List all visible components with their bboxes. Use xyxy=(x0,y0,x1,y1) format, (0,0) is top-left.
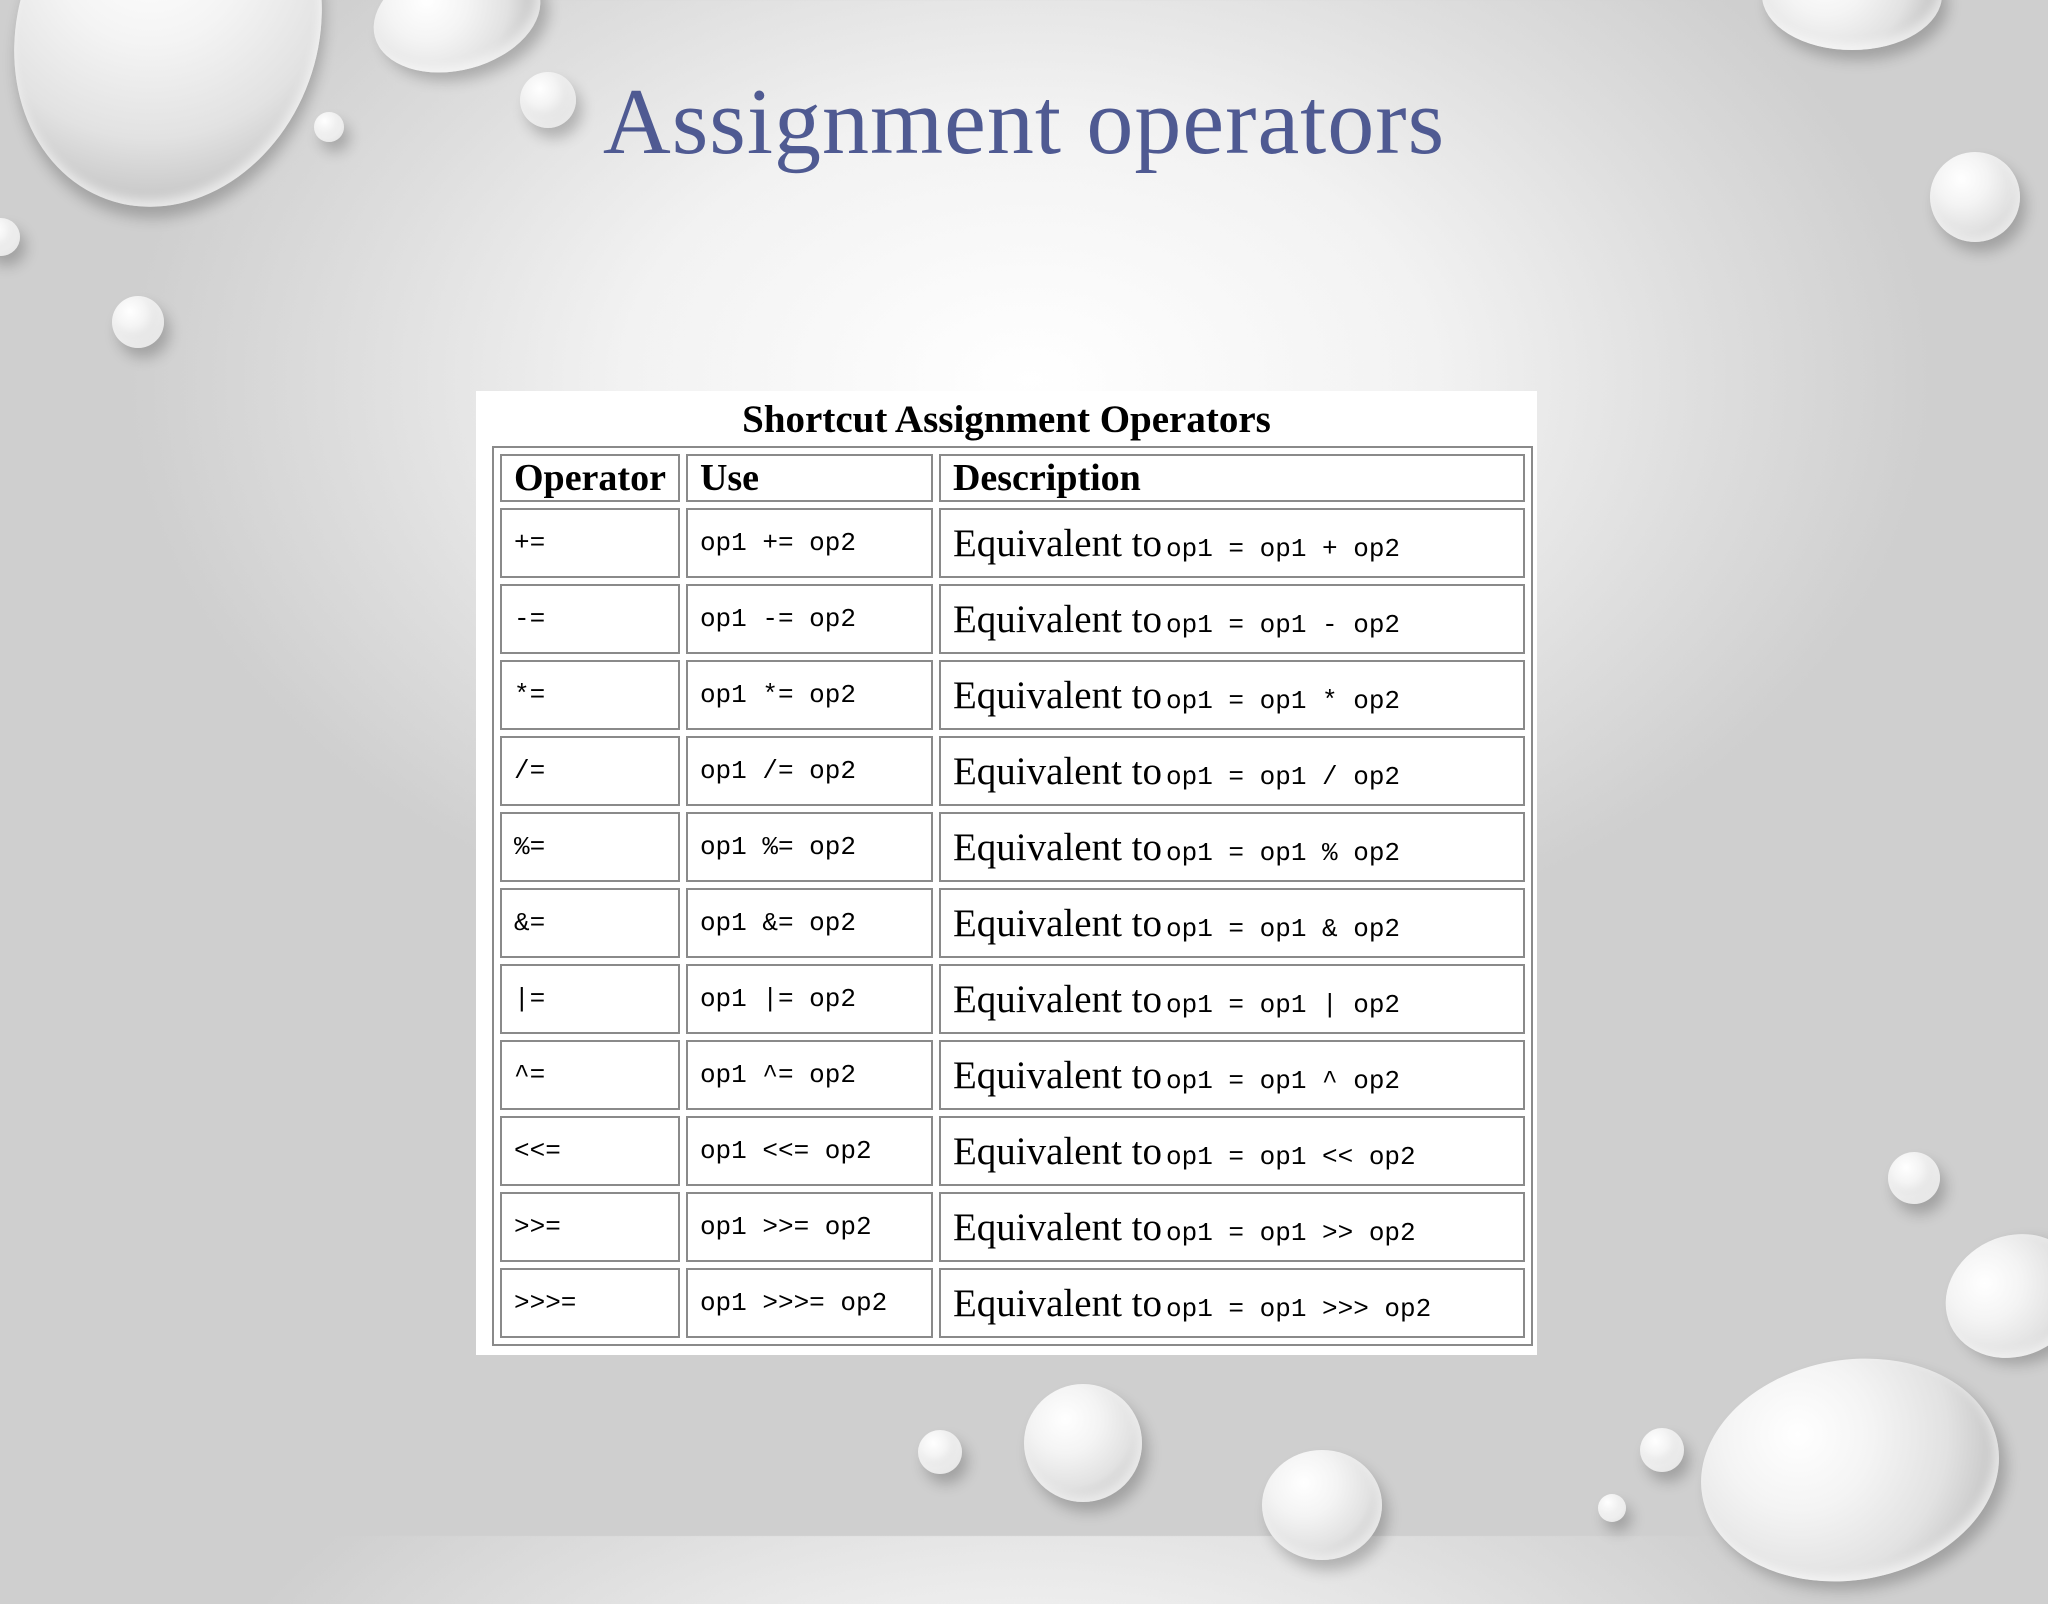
water-drop-decoration xyxy=(1024,1384,1142,1502)
description-code: op1 = op1 ^ op2 xyxy=(1166,1065,1401,1096)
header-operator: Operator xyxy=(500,454,680,502)
table-row xyxy=(500,1192,1525,1262)
water-drop-decoration xyxy=(1762,0,1942,50)
description-cell xyxy=(939,1268,1525,1338)
header-use: Use xyxy=(686,454,933,502)
operator-cell: += xyxy=(500,508,680,578)
water-drop-decoration xyxy=(1640,1428,1684,1472)
description-cell xyxy=(939,888,1525,958)
table-row xyxy=(500,1116,1525,1186)
water-drop-decoration xyxy=(1262,1450,1382,1560)
table-row xyxy=(500,964,1525,1034)
operator-cell: %= xyxy=(500,812,680,882)
water-drop-decoration xyxy=(0,218,20,256)
description-code: op1 = op1 + op2 xyxy=(1166,533,1401,564)
table-caption: Shortcut Assignment Operators xyxy=(742,398,1271,441)
operator-cell: >>= xyxy=(500,1192,680,1262)
table-row xyxy=(500,584,1525,654)
use-cell: op1 %= op2 xyxy=(686,812,933,882)
water-drop-decoration xyxy=(1683,1336,2017,1604)
description-code: op1 = op1 & op2 xyxy=(1166,913,1401,944)
operator-cell: /= xyxy=(500,736,680,806)
table-row xyxy=(500,1040,1525,1110)
description-cell xyxy=(939,1192,1525,1262)
description-lead: Equivalent to xyxy=(952,521,1162,565)
description-code: op1 = op1 >>> op2 xyxy=(1166,1293,1432,1324)
description-cell xyxy=(939,1040,1525,1110)
description-code: op1 = op1 - op2 xyxy=(1166,609,1401,640)
table-row xyxy=(500,736,1525,806)
table-row xyxy=(500,812,1525,882)
use-cell: op1 -= op2 xyxy=(686,584,933,654)
description-code: op1 = op1 >> op2 xyxy=(1166,1217,1416,1248)
use-cell: op1 |= op2 xyxy=(686,964,933,1034)
description-cell xyxy=(939,964,1525,1034)
operator-cell: <<= xyxy=(500,1116,680,1186)
use-cell: op1 ^= op2 xyxy=(686,1040,933,1110)
use-cell: op1 >>>= op2 xyxy=(686,1268,933,1338)
slide-title: Assignment operators xyxy=(602,70,1446,174)
table-header-row xyxy=(500,454,1525,502)
description-cell xyxy=(939,660,1525,730)
operator-cell: *= xyxy=(500,660,680,730)
operator-cell: |= xyxy=(500,964,680,1034)
description-code: op1 = op1 << op2 xyxy=(1166,1141,1416,1172)
description-code: op1 = op1 | op2 xyxy=(1166,989,1401,1020)
operator-cell: &= xyxy=(500,888,680,958)
use-cell: op1 += op2 xyxy=(686,508,933,578)
description-code: op1 = op1 % op2 xyxy=(1166,837,1401,868)
water-drop-decoration xyxy=(112,296,164,348)
description-lead: Equivalent to xyxy=(952,901,1162,945)
description-cell xyxy=(939,1116,1525,1186)
operator-cell: -= xyxy=(500,584,680,654)
description-cell xyxy=(939,736,1525,806)
description-lead: Equivalent to xyxy=(952,597,1162,641)
description-code: op1 = op1 / op2 xyxy=(1166,761,1401,792)
description-code: op1 = op1 * op2 xyxy=(1166,685,1401,716)
use-cell: op1 &= op2 xyxy=(686,888,933,958)
table-row xyxy=(500,660,1525,730)
operator-cell: ^= xyxy=(500,1040,680,1110)
description-cell xyxy=(939,584,1525,654)
use-cell: op1 *= op2 xyxy=(686,660,933,730)
description-cell xyxy=(939,508,1525,578)
description-lead: Equivalent to xyxy=(952,1053,1162,1097)
description-lead: Equivalent to xyxy=(952,673,1162,717)
water-drop-decoration xyxy=(1888,1152,1940,1204)
water-drop-decoration xyxy=(1598,1494,1626,1522)
description-lead: Equivalent to xyxy=(952,1129,1162,1173)
use-cell: op1 >>= op2 xyxy=(686,1192,933,1262)
description-cell xyxy=(939,812,1525,882)
table-row xyxy=(500,1268,1525,1338)
table-row xyxy=(500,888,1525,958)
water-drop-decoration xyxy=(1925,1212,2048,1380)
description-lead: Equivalent to xyxy=(952,825,1162,869)
use-cell: op1 <<= op2 xyxy=(686,1116,933,1186)
description-lead: Equivalent to xyxy=(952,1281,1162,1325)
header-description: Description xyxy=(939,454,1525,502)
use-cell: op1 /= op2 xyxy=(686,736,933,806)
assignment-operators-table xyxy=(492,446,1533,1346)
table-row xyxy=(500,508,1525,578)
water-drop-decoration xyxy=(918,1430,962,1474)
description-lead: Equivalent to xyxy=(952,749,1162,793)
description-lead: Equivalent to xyxy=(952,1205,1162,1249)
operator-table-panel xyxy=(476,391,1537,1355)
operator-cell: >>>= xyxy=(500,1268,680,1338)
description-lead: Equivalent to xyxy=(952,977,1162,1021)
